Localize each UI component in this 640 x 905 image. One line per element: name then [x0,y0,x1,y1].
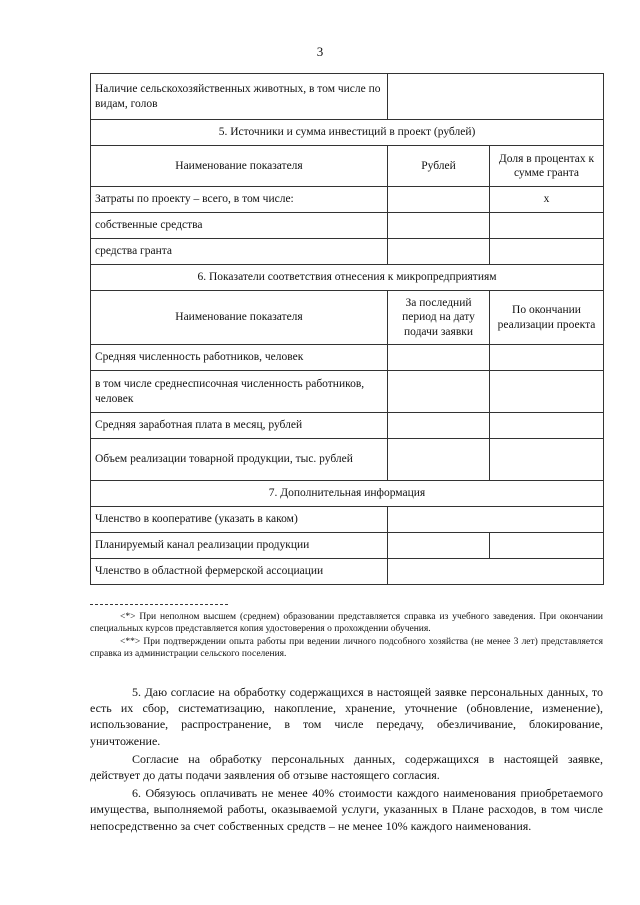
row-label: собственные средства [91,213,388,239]
table-row [91,439,604,481]
table-row [91,74,604,120]
value-cell[interactable] [388,187,490,213]
value-cell[interactable] [490,345,604,371]
section-6-title: 6. Показатели соответствия отнесения к микропредприятиям [91,265,604,291]
footnote-1: <*> При неполном высшем (среднем) образовании представляется справка из учебного заведения. При окончании специальных курсов представляется копия удостоверения о прохождении обучения. [90,612,603,635]
section-header-row [91,120,604,146]
row-label: Затраты по проекту – всего, в том числе: [91,187,388,213]
value-cell[interactable] [388,439,490,481]
paragraph-5-consent: Согласие на обработку персональных данных, содержащихся в настоящей заявке, действует до даты подачи заявления об отзыве настоящего согласия. [90,751,603,782]
value-cell[interactable] [388,239,490,265]
footnote-rule [90,604,228,605]
footnote-2: <**> При подтверждении опыта работы при ведении личного подсобного хозяйства (не менее 3 лет) представляется справка из администрации сельского поселения. [90,636,603,660]
column-header-last-period: За последний период на дату подачи заявки [388,291,490,345]
row-label: в том числе среднесписочная численность работников, человек [91,371,388,413]
row-label-coop: Членство в кооперативе (указать в каком) [91,507,388,533]
value-cell[interactable] [490,371,604,413]
row-label: средства гранта [91,239,388,265]
row-label-assoc: Членство в областной фермерской ассоциации [91,559,388,585]
table-row [91,371,604,413]
column-header-share: Доля в процентах к сумме гранта [490,146,604,187]
value-cell-coop[interactable] [388,507,604,533]
value-cell-animals[interactable] [388,74,604,120]
page-number: 3 [316,44,324,59]
table-row [91,533,604,559]
column-header-name: Наименование показателя [91,146,388,187]
value-cell[interactable] [388,213,490,239]
row-label-channel: Планируемый канал реализации продукции [91,533,388,559]
column-header-end-project: По окончании реализации проекта [490,291,604,345]
application-form-table [90,73,604,585]
section-7-title: 7. Дополнительная информация [91,481,604,507]
value-cell[interactable] [490,413,604,439]
column-header-row [91,146,604,187]
table-row [91,507,604,533]
section-header-row [91,265,604,291]
table-row [91,413,604,439]
table-row [91,345,604,371]
column-header-row [91,291,604,345]
value-cell[interactable] [490,213,604,239]
column-header-name: Наименование показателя [91,291,388,345]
value-cell: х [490,187,604,213]
footnotes [90,604,603,660]
table-row [91,559,604,585]
table-row [91,213,604,239]
section-header-row [91,481,604,507]
row-label-animals: Наличие сельскохозяйственных животных, в том числе по видам, голов [91,74,388,120]
table-row [91,239,604,265]
value-cell[interactable] [388,345,490,371]
paragraph-5: 5. Даю согласие на обработку содержащихся в настоящей заявке персональных данных, то есть их сбор, систематизацию, накопление, хранение, уточнение (обновление, изменение), использование, распространение, в том числе передачу, обезличивание, блокирование, уничтожение. [90,685,603,748]
row-label: Средняя заработная плата в месяц, рублей [91,413,388,439]
table-row [91,187,604,213]
row-label: Объем реализации товарной продукции, тыс. рублей [91,439,388,481]
value-cell-assoc[interactable] [388,559,604,585]
value-cell[interactable] [388,533,490,559]
section-5-title: 5. Источники и сумма инвестиций в проект (рублей) [91,120,604,146]
paragraph-6: 6. Обязуюсь оплачивать не менее 40% стоимости каждого наименования приобретаемого имущества, выполняемой работы, оказываемой услуги, указанных в Плане расходов, в том числе непосредственно за счет собственных средств – не менее 10% каждого наименования. [90,786,603,833]
column-header-rubles: Рублей [388,146,490,187]
value-cell[interactable] [490,239,604,265]
value-cell[interactable] [490,533,604,559]
value-cell[interactable] [388,413,490,439]
value-cell[interactable] [490,439,604,481]
row-label: Средняя численность работников, человек [91,345,388,371]
value-cell[interactable] [388,371,490,413]
consent-text [90,684,603,836]
